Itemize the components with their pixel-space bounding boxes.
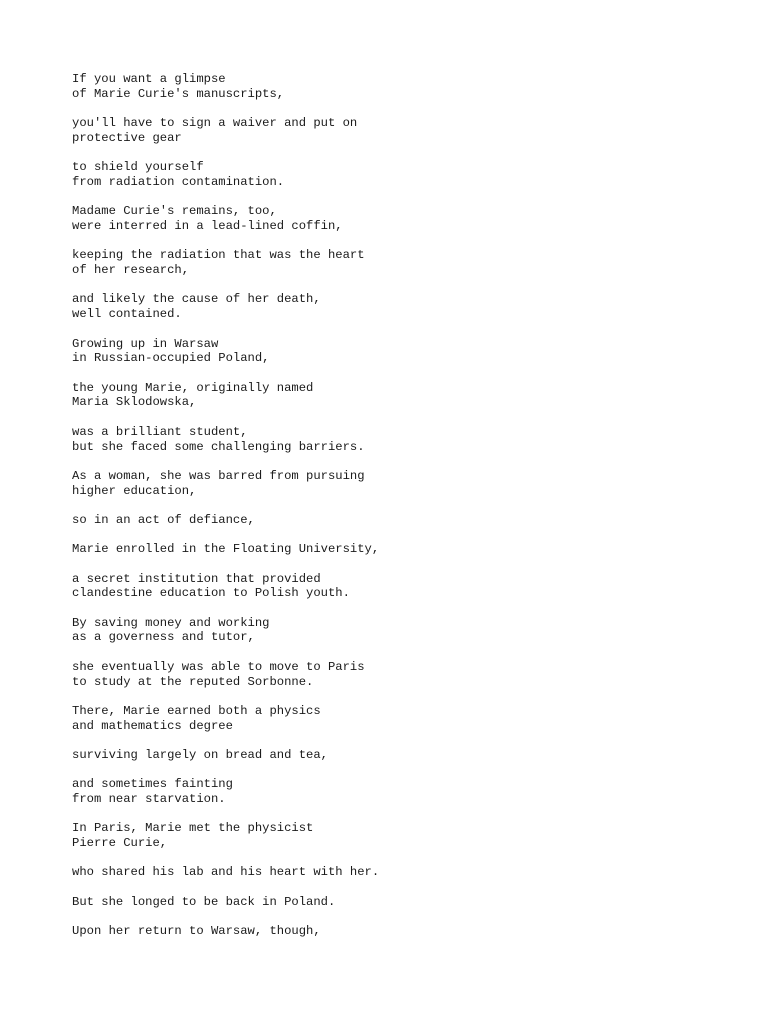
text-line: so in an act of defiance, — [72, 512, 255, 527]
text-line: you'll have to sign a waiver and put on — [72, 116, 358, 131]
text-line: and mathematics degree — [72, 718, 233, 733]
text-line: Maria Sklodowska, — [72, 395, 197, 410]
paragraph — [72, 116, 712, 146]
text-line: and likely the cause of her death, — [72, 292, 321, 307]
text-line: well contained. — [72, 307, 182, 322]
paragraph — [72, 616, 712, 646]
text-line: the young Marie, originally named — [72, 380, 314, 395]
paragraph — [72, 924, 712, 939]
text-line: in Russian-occupied Poland, — [72, 351, 270, 366]
paragraph — [72, 572, 712, 602]
text-line: Growing up in Warsaw — [72, 336, 219, 351]
text-line: protective gear — [72, 130, 182, 145]
text-line: to study at the reputed Sorbonne. — [72, 674, 314, 689]
text-line: higher education, — [72, 483, 197, 498]
text-line: There, Marie earned both a physics — [72, 703, 321, 718]
text-line: In Paris, Marie met the physicist — [72, 821, 314, 836]
paragraph — [72, 469, 712, 499]
text-line: As a woman, she was barred from pursuing — [72, 468, 365, 483]
paragraph — [72, 704, 712, 734]
text-line: who shared his lab and his heart with her. — [72, 865, 380, 880]
paragraph — [72, 381, 712, 411]
text-line: Pierre Curie, — [72, 836, 168, 851]
paragraph — [72, 777, 712, 807]
paragraph — [72, 425, 712, 455]
text-line: from radiation contamination. — [72, 174, 285, 189]
paragraph — [72, 542, 712, 557]
paragraph — [72, 248, 712, 278]
paragraph — [72, 72, 712, 102]
text-line: keeping the radiation that was the heart — [72, 248, 365, 263]
text-line: Upon her return to Warsaw, though, — [72, 923, 321, 938]
text-line: By saving money and working — [72, 615, 270, 630]
paragraph — [72, 748, 712, 763]
paragraph — [72, 513, 712, 528]
text-line: of Marie Curie's manuscripts, — [72, 86, 285, 101]
text-line: Marie enrolled in the Floating University, — [72, 542, 380, 557]
text-line: of her research, — [72, 263, 190, 278]
text-line: but she faced some challenging barriers. — [72, 439, 365, 454]
text-line: a secret institution that provided — [72, 571, 321, 586]
text-line: she eventually was able to move to Paris — [72, 659, 365, 674]
text-line: were interred in a lead-lined coffin, — [72, 219, 343, 234]
paragraph — [72, 292, 712, 322]
text-line: from near starvation. — [72, 792, 226, 806]
text-line: surviving largely on bread and tea, — [72, 747, 328, 762]
paragraph — [72, 204, 712, 234]
paragraph — [72, 895, 712, 910]
text-line: But she longed to be back in Poland. — [72, 894, 336, 909]
text-line: Madame Curie's remains, too, — [72, 204, 277, 219]
text-line: and sometimes fainting — [72, 777, 233, 792]
paragraph — [72, 865, 712, 880]
paragraph — [72, 160, 712, 190]
text-line: clandestine education to Polish youth. — [72, 586, 350, 601]
document-page — [72, 72, 712, 953]
paragraph — [72, 660, 712, 690]
text-line: If you want a glimpse — [72, 72, 226, 86]
text-line: was a brilliant student, — [72, 424, 248, 439]
text-line: to shield yourself — [72, 160, 204, 175]
paragraph — [72, 821, 712, 851]
paragraph — [72, 337, 712, 367]
text-line: as a governess and tutor, — [72, 630, 255, 645]
